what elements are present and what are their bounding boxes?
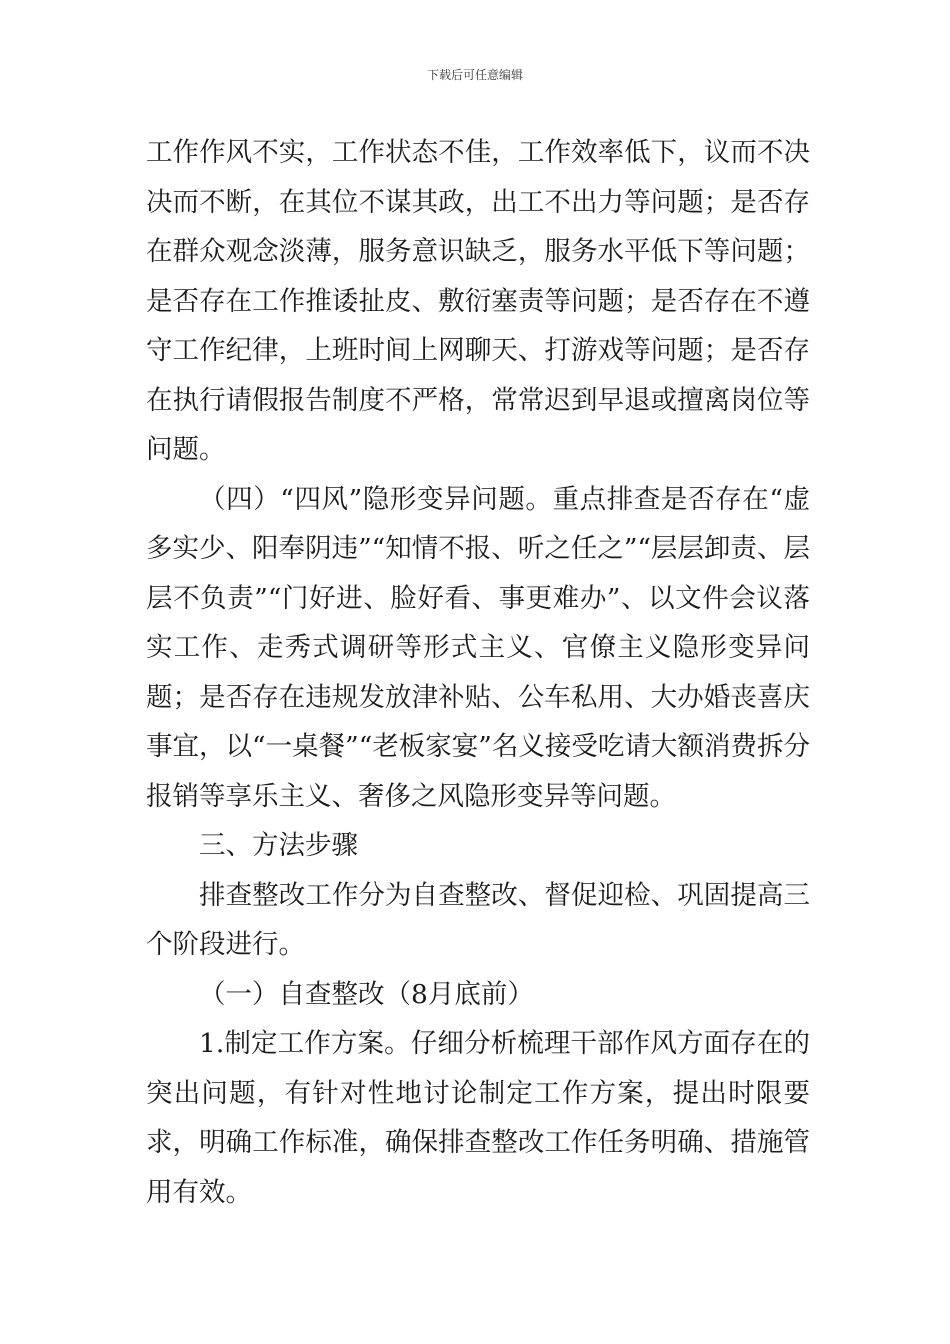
- document-body: [146, 128, 810, 1217]
- page-header-note: 下载后可任意编辑: [426, 68, 523, 82]
- subheading-self-inspection: （一）自查整改（8月底前）: [199, 978, 534, 1010]
- section-heading-methods: 三、方法步骤: [199, 830, 358, 861]
- paragraph-four-winds-variants: （四）“四风”隐形变异问题。重点排查是否存在“虚多实少、阳奉阴违”“知情不报、听之任之”“层层卸责、层层不负责”“门好进、脸好看、事更难办”、以文件会议落实工作、走秀式调研等形式主义、官僚主义隐形变异问题；是否存在违规发放津补贴、公车私用、大办婚丧喜庆事宜，以“一桌餐”“老板家宴”名义接受吃请大额消费拆分报销等享乐主义、奢侈之风隐形变异等问题。: [146, 483, 810, 812]
- paragraph-three-stages: 排查整改工作分为自查整改、督促迎检、巩固提高三个阶段进行。: [146, 879, 810, 960]
- paragraph-work-plan: 1.制定工作方案。仔细分析梳理干部作风方面存在的突出问题，有针对性地讨论制定工作方案，提出时限要求，明确工作标准，确保排查整改工作任务明确、措施管用有效。: [146, 1028, 810, 1208]
- paragraph-work-style-issues: 工作作风不实，工作状态不佳，工作效率低下，议而不决决而不断，在其位不谋其政，出工不出力等问题；是否存在群众观念淡薄，服务意识缺乏，服务水平低下等问题；是否存在工作推诿扯皮、敷衍塞责等问题；是否存在不遵守工作纪律，上班时间上网聊天、打游戏等问题；是否存在执行请假报告制度不严格，常常迟到早退或擅离岗位等问题。: [146, 137, 810, 465]
